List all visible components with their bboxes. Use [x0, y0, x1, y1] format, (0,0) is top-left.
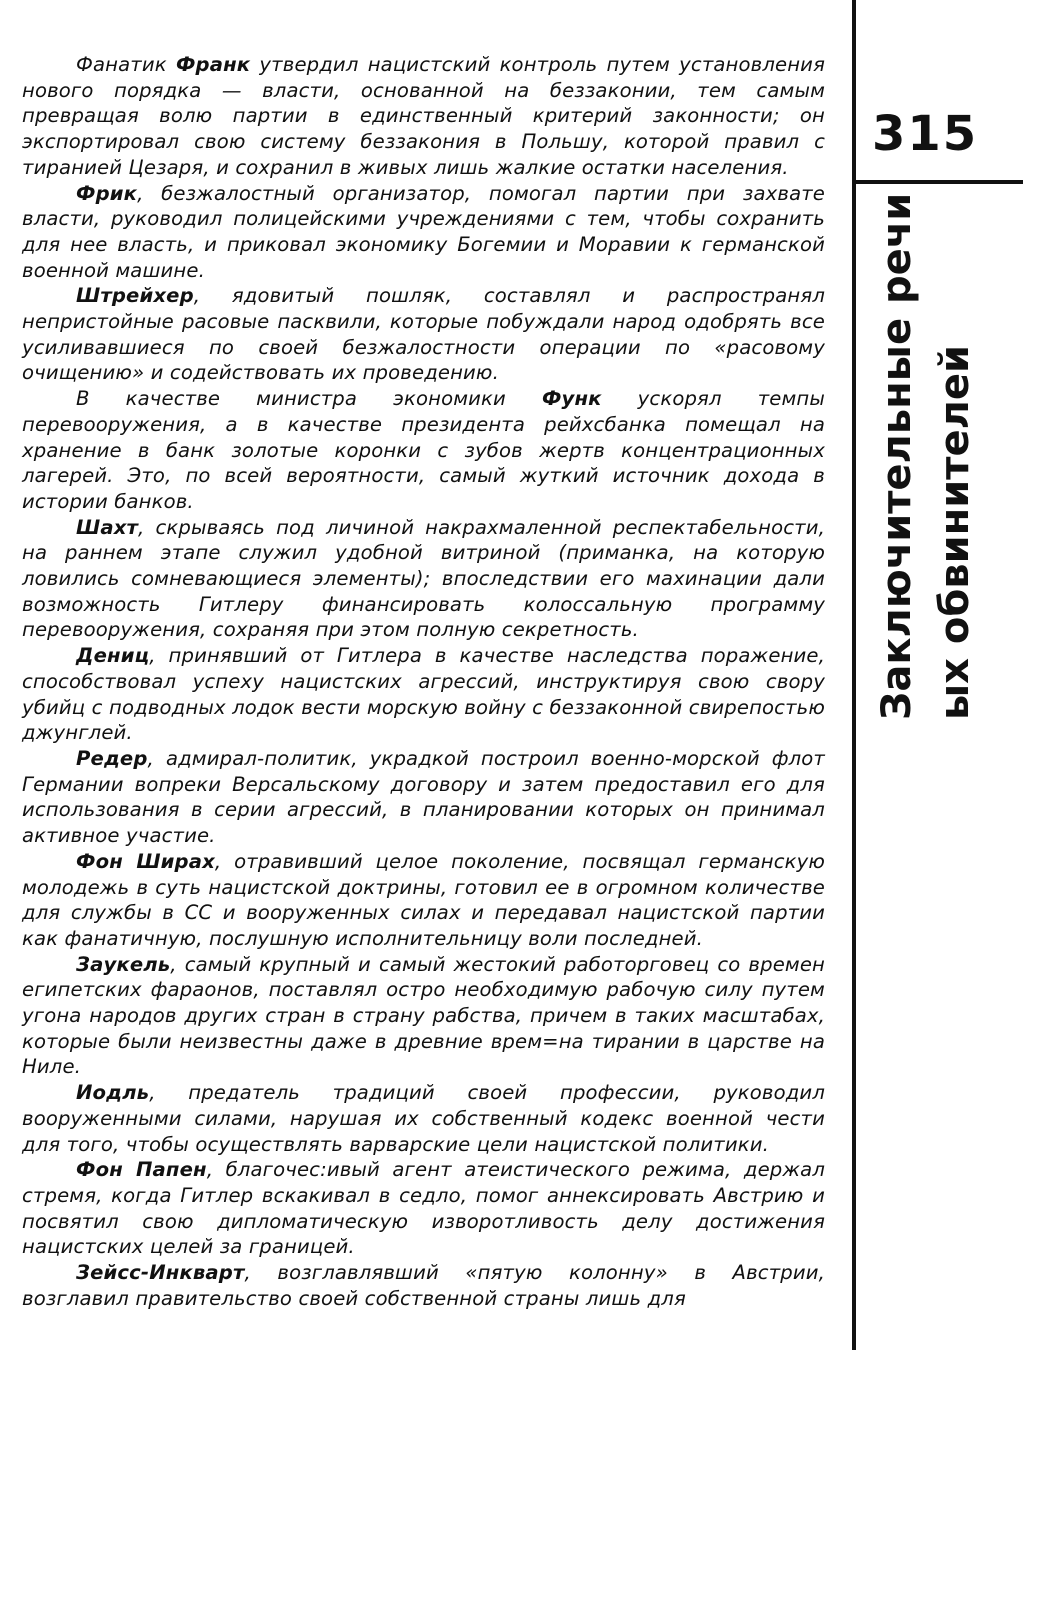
paragraph-text: , благочес:ивый агент атеистического режима, держал стремя, когда Гитлер вскакивал в седло, помог аннексировать Австрию и посвятил свою дипломатическую изворотливость делу достижения нацистских целей за границей. [22, 1158, 825, 1259]
main-text-column [22, 52, 825, 1311]
paragraph-text: , предатель традиций своей профессии, руководил вооруженными силами, нарушая их собственный кодекс военной чести для того, чтобы осуществлять варварские цели нацистской политики. [22, 1081, 825, 1156]
paragraph-text: , возглавлявший «пятую колонну» в Австрии, возглавил правительство своей собственной страны лишь для [22, 1261, 825, 1310]
running-head-text [868, 192, 998, 720]
paragraph-streicher [22, 283, 825, 386]
paragraph-funk [22, 386, 825, 515]
paragraph-doenitz [22, 643, 825, 746]
paragraph-seyss-inquart [22, 1260, 825, 1311]
paragraph-schacht [22, 515, 825, 644]
defendant-name: Франк [175, 53, 251, 76]
paragraph-frank [22, 52, 825, 181]
running-head [868, 192, 998, 720]
page-number-underline [852, 180, 1023, 184]
defendant-name: Редер [76, 746, 148, 770]
paragraph-text: утвердил нацистский контроль путем установления нового порядка — власти, основанной на беззаконии, тем самым превращая волю партии в единственный критерий законности; он экспортировал свою систему беззакония в Польшу, которой правил с тиранией Цезаря, и сохранил в живых лишь жалкие остатки населения. [22, 53, 826, 179]
paragraph-text: , безжалостный организатор, помогал партии при захвате власти, руководил полицейскими учреждениями с тем, чтобы сохранить для нее власть, и приковал экономику Богемии и Моравии к германской военной машине. [22, 181, 825, 282]
defendant-name: Дениц [76, 644, 150, 668]
running-head-line-1: Заключительные речи [874, 192, 920, 720]
paragraph-papen [22, 1157, 825, 1260]
defendant-name: Иодль [76, 1081, 150, 1105]
paragraph-jodl [22, 1080, 825, 1157]
defendant-name: Фон Ширах [76, 849, 215, 873]
defendant-name: Шахт [76, 515, 139, 539]
paragraph-schirach [22, 849, 825, 952]
defendant-name: Фон Папен [76, 1158, 207, 1182]
paragraph-text: , отравивший целое поколение, посвящал германскую молодежь в суть нацистской доктрины, готовил ее в огромном количестве для службы в СС и вооруженных силах и передавал нацистской партии как фанатичную, послушную исполнительницу воли последней. [22, 849, 826, 950]
paragraph-text: , ядовитый пошляк, составлял и распространял непристойные расовые пасквили, которые побуждали народ одобрять все усиливавшиеся по своей безжалостности операции по «расовому очищению» и содействовать их проведению. [22, 284, 825, 385]
paragraph-text: ускорял темпы перевооружения, а в качестве президента рейхсбанка помещал на хранение в банк золотые коронки с зубов жертв концентрационных лагерей. Это, по всей вероятности, самый жуткий источник дохода в истории банков. [22, 387, 825, 513]
paragraph-sauckel [22, 952, 825, 1081]
paragraph-lead: В качестве министра экономики [76, 387, 542, 411]
running-head-line-2: ых обвинителей [932, 344, 978, 720]
paragraph-text: , скрываясь под личиной накрахмаленной респектабельности, на раннем этапе служил удобной витриной (приманка, на которую ловились сомневающиеся элементы); впоследствии его махинации дали возможность Гитлеру финансировать колоссальную программу перевооружения, сохраняя при этом полную секретность. [22, 515, 825, 642]
paragraph-text: , самый крупный и самый жестокий работорговец со времен египетских фараонов, поставлял остро необходимую рабочую силу путем угона народов других стран в страну рабства, причем в таких масштабах, которые были неизвестны даже в древние врем=на тирании в царстве на Ниле. [22, 952, 825, 1079]
margin-vertical-rule [852, 0, 856, 1350]
defendant-name: Заукель [76, 952, 171, 976]
paragraph-text: , адмирал-политик, украдкой построил военно-морской флот Германии вопреки Версальскому договору и затем предоставил его для использования в серии агрессий, в планировании которых он принимал активное участие. [22, 746, 825, 848]
defendant-name: Штрейхер [76, 284, 194, 308]
defendant-name: Функ [541, 387, 602, 411]
page-number: 315 [872, 106, 979, 162]
defendant-name: Фрик [76, 181, 138, 205]
defendant-name: Зейсс-Инкварт [76, 1261, 245, 1285]
paragraph-lead: Фанатик [76, 53, 176, 76]
paragraph-frick [22, 181, 825, 284]
paragraph-raeder [22, 746, 825, 849]
paragraph-text: , принявший от Гитлера в качестве наследства поражение, способствовал успеху нацистских агрессий, инструктируя свою свору убийц с подводных лодок вести морскую войну с беззаконной свирепостью джунглей. [22, 644, 825, 745]
